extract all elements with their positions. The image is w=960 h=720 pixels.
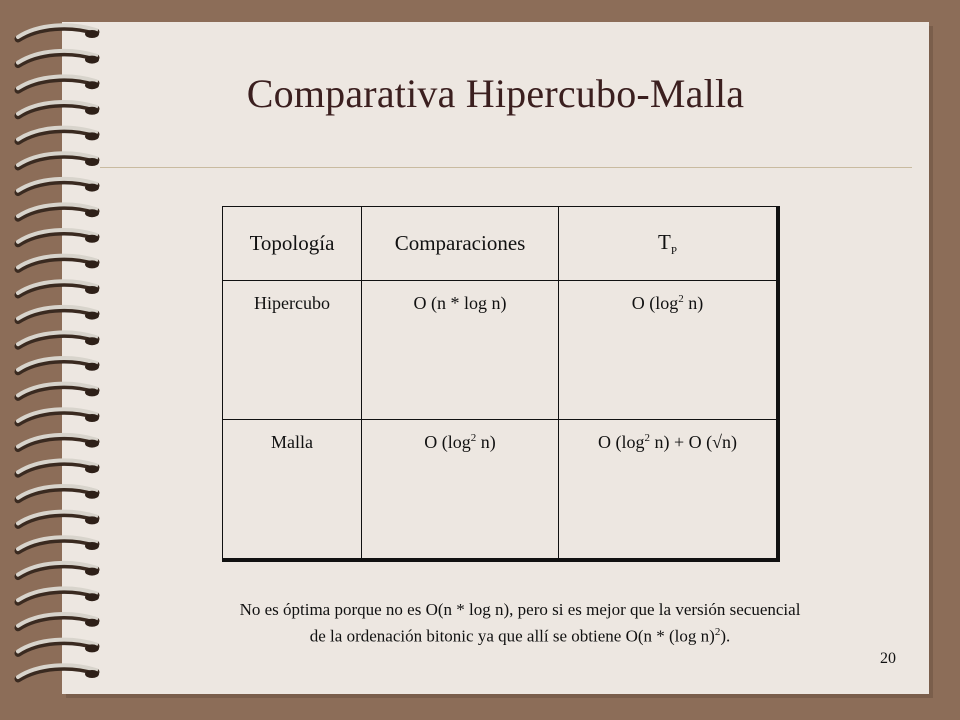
spiral-ring — [18, 512, 99, 526]
spiral-ring — [18, 460, 99, 474]
cell-comp-part: O (log — [424, 431, 471, 452]
spiral-ring — [18, 153, 99, 167]
cell-tp — [559, 280, 779, 419]
header-topologia: Topología — [223, 207, 362, 281]
footnote-line-1: No es óptima porque no es O(n * log n), pero si es mejor que la versión secuencial — [239, 600, 801, 619]
cell-topologia: Malla — [223, 419, 362, 560]
footnote-line-2 — [130, 621, 910, 648]
cell-comparaciones — [362, 419, 559, 560]
spiral-ring — [18, 204, 99, 218]
comparison-table — [222, 206, 780, 562]
cell-tp-part: n) — [683, 292, 704, 313]
spiral-ring — [18, 409, 99, 423]
spiral-ring — [18, 256, 99, 270]
footnote — [130, 598, 910, 648]
spiral-ring — [18, 486, 99, 500]
header-tp — [559, 207, 779, 281]
spiral-ring — [18, 128, 99, 142]
table-row — [223, 419, 779, 560]
spiral-ring — [18, 435, 99, 449]
spiral-ring — [18, 588, 99, 602]
spiral-ring — [18, 563, 99, 577]
footnote-part: ). — [720, 626, 731, 646]
header-comparaciones: Comparaciones — [362, 207, 559, 281]
footnote-exponent: 2 — [714, 626, 721, 638]
cell-tp-exponent: 2 — [678, 292, 684, 305]
slide-title: Comparativa Hipercubo-Malla — [246, 71, 745, 116]
spiral-ring — [18, 307, 99, 321]
header-tp-base: T — [658, 229, 671, 254]
cell-tp — [559, 419, 779, 560]
spiral-ring — [18, 614, 99, 628]
spiral-ring — [18, 537, 99, 551]
cell-tp-part: O (log — [631, 292, 679, 313]
spiral-ring — [18, 25, 99, 39]
title-divider — [100, 167, 912, 168]
spiral-ring — [18, 332, 99, 346]
cell-topologia: Hipercubo — [223, 280, 362, 419]
spiral-ring — [18, 51, 99, 65]
cell-comparaciones: O (n * log n) — [362, 280, 559, 419]
spiral-ring — [18, 665, 99, 679]
spiral-ring — [18, 640, 99, 654]
footnote-part: de la ordenación bitonic ya que allí se obtiene O(n * (log n) — [309, 626, 715, 646]
page-number: 20 — [880, 650, 896, 667]
spiral-ring — [18, 179, 99, 193]
table-header-row — [223, 207, 779, 281]
spiral-ring — [18, 358, 99, 372]
cell-tp-part: O (log — [597, 431, 645, 452]
spiral-ring — [18, 384, 99, 398]
spiral-ring — [18, 230, 99, 244]
header-tp-sub: P — [670, 244, 677, 257]
spiral-binding — [0, 18, 120, 698]
cell-tp-exponent: 2 — [644, 431, 650, 444]
spiral-ring — [18, 281, 99, 295]
cell-tp-part: n) + O (√n) — [649, 431, 737, 452]
cell-comp-part: n) — [476, 431, 496, 452]
table-row — [223, 280, 779, 419]
cell-comp-exponent: 2 — [470, 431, 477, 444]
